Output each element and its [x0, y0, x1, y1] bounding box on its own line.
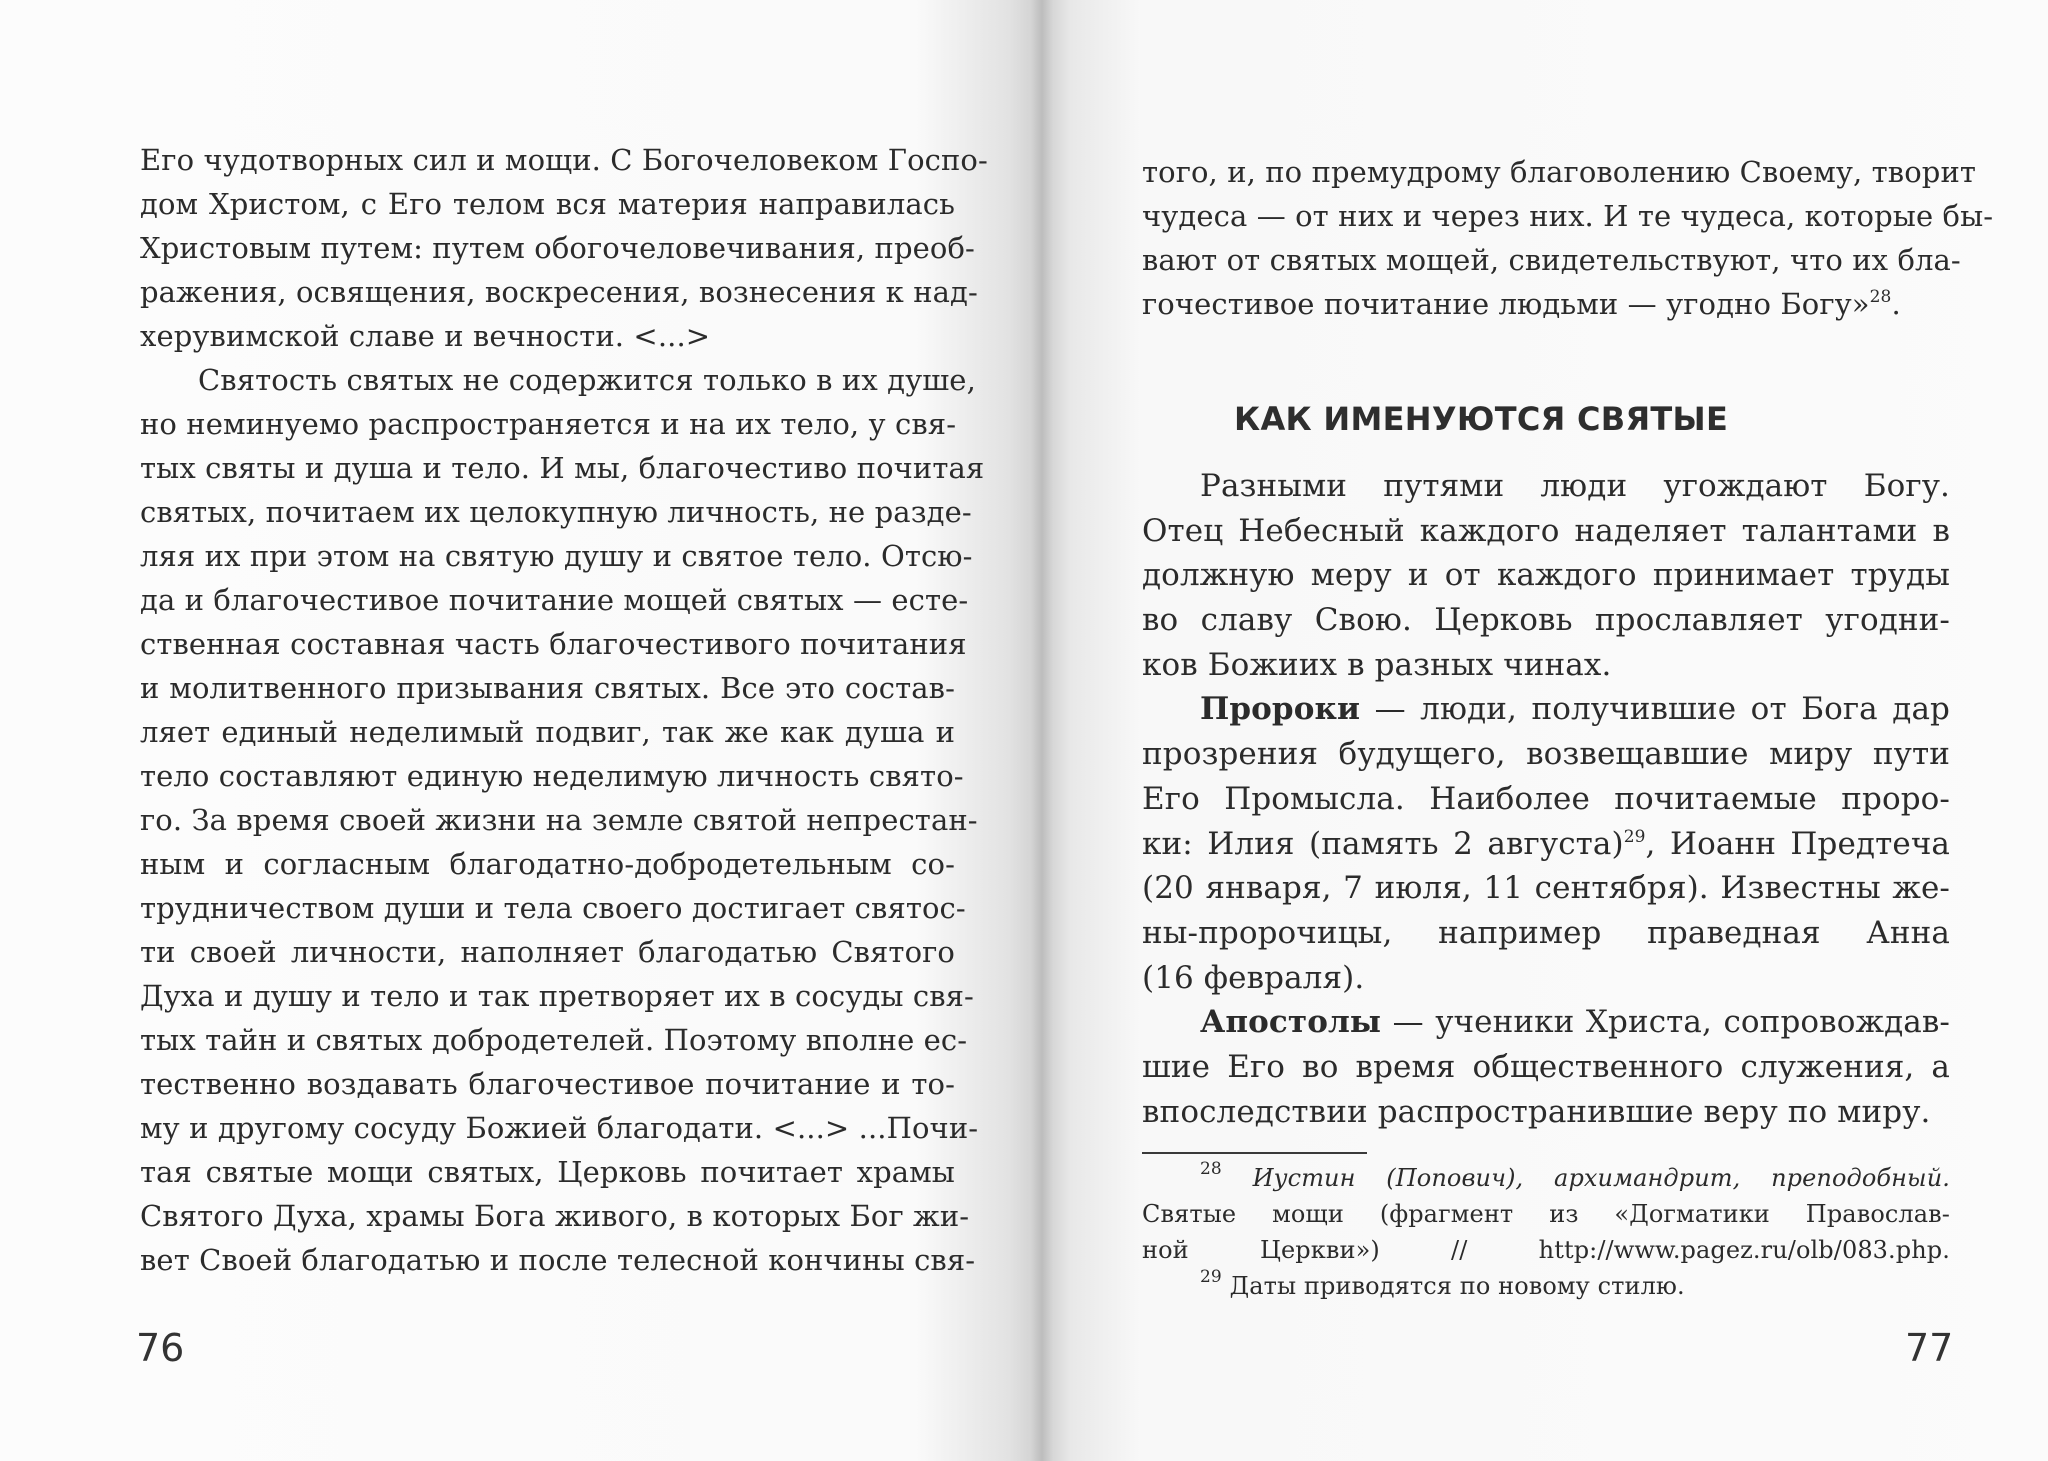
text-line: должную меру и от каждого принимает труды [1142, 557, 1950, 594]
text-line: ражения, освящения, воскресения, вознесения к над- [140, 275, 978, 309]
text-line: впоследствии распространившие веру по миру. [1142, 1093, 1931, 1130]
text-line: Его чудотворных сил и мощи. С Богочеловеком Госпо- [140, 143, 988, 177]
text-fragment: — люди, получившие от Бога дар [1360, 691, 1950, 728]
text-line: (16 февраля). [1142, 959, 1365, 996]
text-line: тых тайн и святых добродетелей. Поэтому вполне ес- [140, 1023, 968, 1057]
section-heading: КАК ИМЕНУЮТСЯ СВЯТЫЕ [1234, 400, 1729, 438]
term-prophets: Пророки [1200, 691, 1361, 728]
term-apostles: Апостолы [1200, 1004, 1382, 1041]
text-line: во славу Свою. Церковь прославляет угодни- [1142, 602, 1950, 639]
text-fragment: . [1891, 287, 1901, 321]
page-number-left: 76 [136, 1326, 185, 1370]
text-line: Отец Небесный каждого наделяет талантами в [1142, 512, 1950, 549]
text-line: ны-пророчицы, например праведная Анна [1142, 914, 1950, 951]
footnote-line: Святые мощи (фрагмент из «Догматики Православ- [1142, 1200, 1950, 1228]
text-line: тественно воздавать благочестивое почитание и то- [140, 1067, 955, 1101]
text-line: го. За время своей жизни на земле святой непрестан- [140, 803, 978, 837]
text-fragment: ки: Илия (память 2 августа) [1142, 825, 1624, 862]
text-line: шие Его во время общественного служения, а [1142, 1048, 1950, 1085]
footnote-text: Даты приводятся по новому стилю. [1229, 1272, 1685, 1300]
book-gutter [1030, 0, 1054, 1461]
footnote-number: 29 [1200, 1267, 1222, 1287]
text-line: прозрения будущего, возвещавшие миру пути [1142, 736, 1950, 773]
text-fragment: — ученики Христа, сопровождав- [1381, 1004, 1950, 1041]
footnote-link[interactable]: ной Церкви») // http://www.pagez.ru/olb/083.php. [1142, 1236, 1950, 1264]
text-line: Святого Духа, храмы Бога живого, в которых Бог жи- [140, 1199, 970, 1233]
text-line: Духа и душу и тело и так претворяет их в сосуды свя- [140, 979, 974, 1013]
footnote-author: Иустин (Попович), архимандрит, преподобный. [1252, 1164, 1950, 1192]
footnote-number: 28 [1200, 1159, 1222, 1179]
left-page-body [140, 138, 988, 1282]
text-line [1142, 282, 1950, 326]
footnote-divider [1142, 1152, 1367, 1154]
footnote-28 [1142, 1160, 1950, 1196]
text-line: ным и согласным благодатно-добродетельным со- [140, 847, 955, 881]
text-line [1142, 687, 1950, 732]
text-line [1142, 822, 1950, 867]
text-line: ственная составная часть благочестивого почитания [140, 627, 967, 661]
text-line: тых святы и душа и тело. И мы, благочестиво почитая [140, 451, 985, 485]
footnote-ref[interactable]: 29 [1623, 826, 1646, 847]
text-fragment: гочестивое почитание людьми — угодно Богу» [1142, 287, 1870, 321]
text-line: того, и, по премудрому благоволению Своему, творит [1142, 155, 1977, 189]
footnote-ref[interactable]: 28 [1869, 287, 1892, 307]
text-line: ти своей личности, наполняет благодатью Святого [140, 935, 955, 969]
text-line: но неминуемо распространяется и на их тело, у свя- [140, 407, 957, 441]
page-number-right: 77 [1905, 1326, 1954, 1370]
text-line: ляя их при этом на святую душу и святое тело. Отсю- [140, 539, 973, 573]
text-line: вет Своей благодатью и после телесной кончины свя- [140, 1243, 976, 1277]
text-fragment: , Иоанн Предтеча [1645, 825, 1950, 862]
text-line: дом Христом, с Его телом вся материя направилась [140, 187, 955, 221]
text-line: тая святые мощи святых, Церковь почитает храмы [140, 1155, 955, 1189]
text-line: Христовым путем: путем обогочеловечивания, преоб- [140, 231, 975, 265]
right-page-continuation [1142, 150, 1994, 326]
text-line: (20 января, 7 июля, 11 сентября). Известны же- [1142, 870, 1950, 907]
text-line [1142, 1000, 1950, 1045]
text-line: Его Промысла. Наиболее почитаемые проро- [1142, 780, 1950, 817]
text-line: да и благочестивое почитание мощей святых — есте- [140, 583, 969, 617]
text-line: му и другому сосуду Божией благодати. <...> ...Почи- [140, 1111, 979, 1145]
text-line: ляет единый неделимый подвиг, так же как душа и [140, 715, 955, 749]
text-line: чудеса — от них и через них. И те чудеса, которые бы- [1142, 199, 1994, 233]
footnote-29 [1142, 1268, 1950, 1304]
text-line: тело составляют единую неделимую личность свято- [140, 759, 964, 793]
right-page-body [1142, 464, 1950, 1134]
text-line: святых, почитаем их целокупную личность, не разде- [140, 495, 972, 529]
text-line: Святость святых не содержится только в их душе, [198, 363, 976, 397]
text-line: херувимской славе и вечности. <...> [140, 319, 711, 353]
text-line: Разными путями люди угождают Богу. [1200, 468, 1950, 504]
text-line: ков Божиих в разных чинах. [1142, 646, 1612, 683]
text-line: вают от святых мощей, свидетельствуют, что их бла- [1142, 243, 1961, 277]
text-line: трудничеством души и тела своего достигает святос- [140, 891, 966, 925]
footnotes [1142, 1160, 1950, 1304]
text-line: и молитвенного призывания святых. Все это состав- [140, 671, 955, 705]
